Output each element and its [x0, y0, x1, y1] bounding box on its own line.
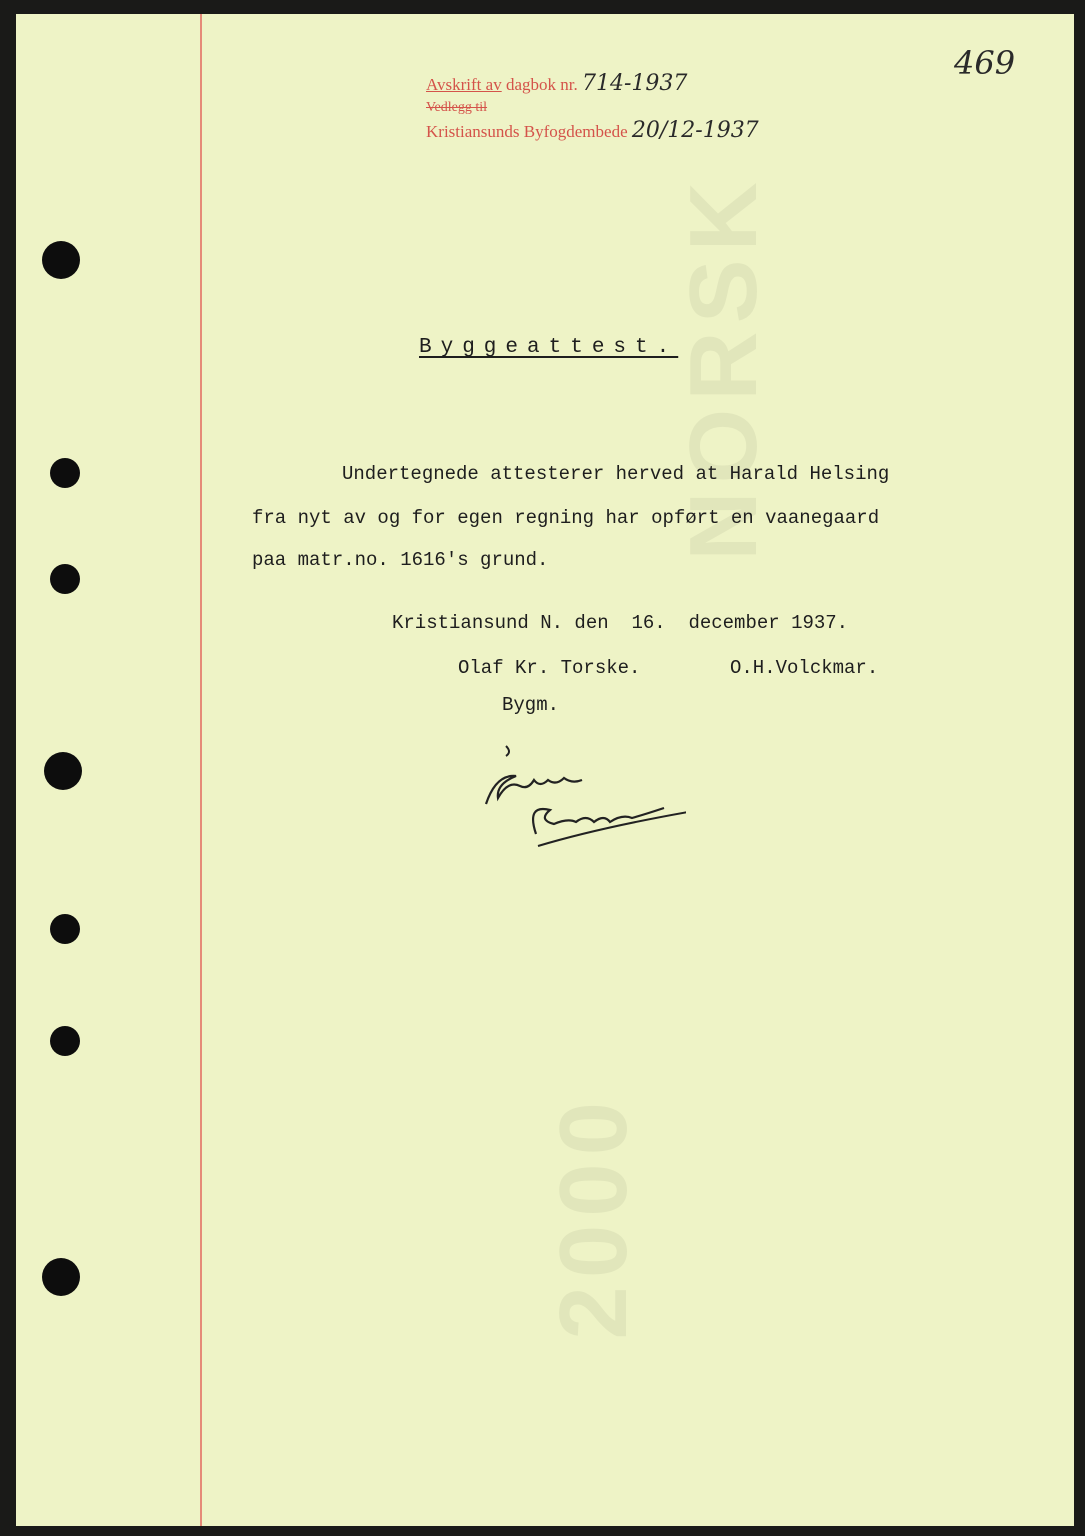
punch-hole — [44, 752, 82, 790]
document-title: Byggeattest. — [419, 336, 679, 359]
stamp-office: Kristiansunds Byfogdembede — [426, 122, 628, 141]
signatory-left: Olaf Kr. Torske. — [458, 657, 641, 679]
punch-hole — [42, 1258, 80, 1296]
stamp-handwritten-number: 714-1937 — [581, 71, 688, 96]
handwritten-signature — [446, 734, 686, 854]
archive-stamp — [426, 72, 759, 143]
watermark: 2000 — [540, 1094, 647, 1340]
signatory-title: Bygm. — [502, 694, 560, 716]
body-line: Undertegnede attesterer herved at Harald Helsing — [342, 463, 890, 485]
punch-hole — [42, 241, 80, 279]
punch-hole — [50, 564, 80, 594]
watermark: NORSK — [670, 174, 777, 561]
stamp-handwritten-date: 20/12-1937 — [631, 118, 759, 143]
stamp-prefix: Avskrift av — [426, 75, 502, 94]
punch-hole — [50, 458, 80, 488]
stamp-struck-line: Vedlegg til — [426, 100, 488, 115]
margin-line — [200, 14, 202, 1526]
body-line: paa matr.no. 1616's grund. — [252, 549, 549, 571]
place-date: Kristiansund N. den 16. december 1937. — [392, 612, 849, 634]
page-number: 469 — [954, 44, 1016, 82]
document-page — [16, 14, 1074, 1526]
punch-hole — [50, 1026, 80, 1056]
stamp-suffix: dagbok nr. — [505, 75, 578, 94]
punch-hole — [50, 914, 80, 944]
signatory-right: O.H.Volckmar. — [730, 657, 879, 679]
body-line: fra nyt av og for egen regning har opført en vaanegaard — [252, 507, 880, 529]
